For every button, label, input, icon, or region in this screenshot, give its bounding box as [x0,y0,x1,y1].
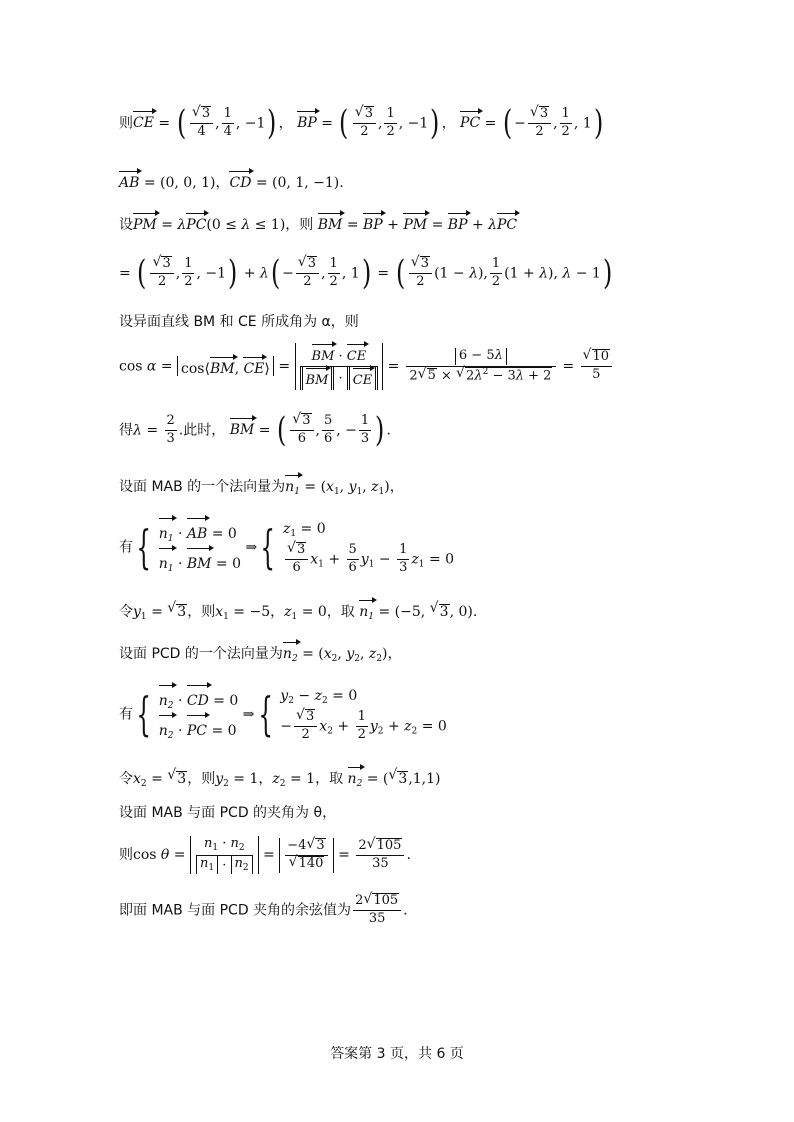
line-normal-n2: 设面 PCD 的一个法向量为$n_2 = (x_2$, $y_2$, $z_2$)， [119,641,401,664]
line-n1-result: 令$y_1$ = √ 3，则$x_1 = -5$，$z_1 = 0$，取 $n_1 = (-5$, √ 3, 0). [119,599,477,622]
line-normal-n1: 设面 MAB 的一个法向量为$n_1 = (x_1$, $y_1$, $z_1$)， [119,474,404,497]
line-vectors-ce-bp-pc: 则CE = ( √ $\frac{3}{4}$ , $\frac{1}{4}$ , −1) ， BP = ( √ $\frac{3}{2}$ , $\frac{1}{2}$ , −1) ， PC = ( − √ $\frac{3}{2}$ , $\frac{1}{2}$ , 1) [119,106,605,141]
line-system-n1: 有{ $n_1$ · AB = 0 $n_1$ · BM = 0 ⇒{ $z_1 = 0$ √ $\frac{3}{6}$ $x_1$ + $\frac{5}{6}$ $y_1$ − $\frac{1}{3}$ $z_1 = 0$ [119,517,454,578]
line-bm-expression: = ( √ $\frac{3}{2}$ , $\frac{1}{2}$ , −1) + λ( − √ $\frac{3}{2}$ , $\frac{1}{2}$ , 1) = ( √ $\frac{3}{2}$ (1 − λ), $\frac{1}{2}$ (1 + λ), λ − 1) [119,256,614,291]
line-system-n2: 有{ $n_2$ · CD = 0 $n_2$ · PC = 0 ⇒{ $y_2 - z_2 = 0$ − √ $\frac{3}{2}$ $x_2$ + $\frac{1}{2}$ $y_2 + z_2 = 0$ [119,684,447,745]
line-lambda-result: 得λ = $\frac{2}{3}$ .此时， BM = ( √ $\frac{3}{6}$ , $\frac{5}{6}$ , − $\frac{1}{3}$ ) . [119,413,391,448]
line-cos-theta: 则cos θ = $\frac{n_1 \cdot n_2}{n_1 \cdot n_2}$ = −4√ 3 √ 140 = $\frac{2√ 105}{35}$ . [119,836,411,874]
line-angle-alpha: 设异面直线 BM 和 CE 所成角为 α，则 [119,314,359,330]
vector-ce: CE [133,110,154,130]
line-pm-lambda: 设PM = λPC(0 ≤ λ ≤ 1)，则 BM = BP + PM = BP + λPC [119,212,517,232]
vector-pc: PC [460,110,480,130]
vector-bp: BP [297,110,317,130]
line-cos-alpha: cos α = cos⟨BM, CE⟩ = $\frac{BM \cdot CE}{BM \cdot CE}$ = $\frac{6 - 5\lambda}{2√ 5 \times √ 2\lambda^2 - 3\lambda + 2}$ = √ $\frac{10}{5}$ [119,343,614,390]
line-conclusion: 即面 MAB 与面 PCD 夹角的余弦值为 $\frac{2√ 105}{35}$ . [119,893,408,928]
line-vectors-ab-cd: AB = (0, 0, 1)，CD = (0, 1, −1). [119,170,344,190]
line-n2-result: 令$x_2$ = √ 3，则$y_2 = 1$，$z_2 = 1$，取 $n_2$ = (√ 3,1,1) [119,766,441,789]
line-angle-theta: 设面 MAB 与面 PCD 的夹角为 θ， [119,805,337,821]
page-footer: 答案第 3 页，共 6 页 [330,1046,464,1062]
